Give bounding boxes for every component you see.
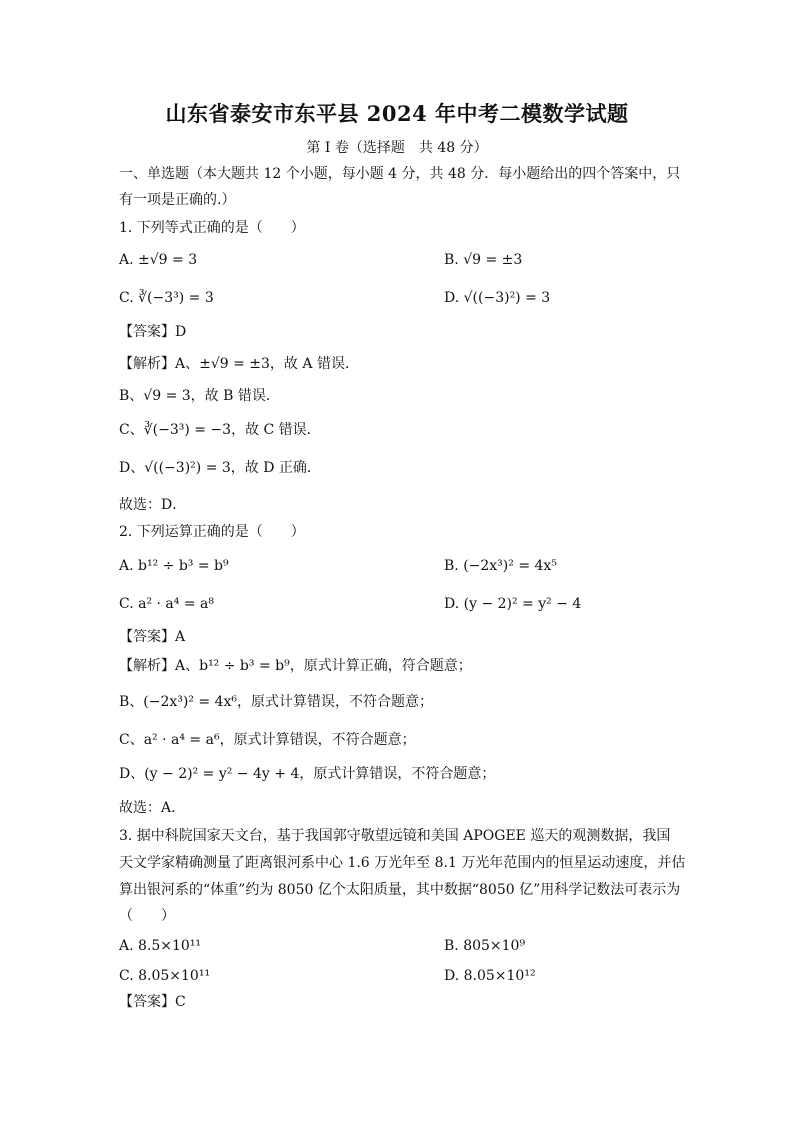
q3-answer: 【答案】C: [119, 994, 186, 1010]
document-subtitle: 第 I 卷（选择题 共 48 分）: [306, 140, 488, 156]
document-title: 山东省泰安市东平县 2024 年中考二模数学试题: [165, 101, 629, 126]
q1-explanation-b: B、√9 = 3，故 B 错误．: [119, 388, 280, 404]
q3-option-d: D. 8.05×10¹²: [444, 968, 536, 984]
q2-answer: 【答案】A: [119, 629, 186, 645]
q2-option-b: B. (−2x³)² = 4x⁵: [444, 558, 557, 574]
q1-choice: 故选：D．: [119, 497, 187, 513]
q1-explanation-d: D、√((−3)²) = 3，故 D 正确．: [119, 460, 321, 476]
q3-option-c: C. 8.05×10¹¹: [119, 968, 211, 984]
q2-explanation-b: B、(−2x³)² = 4x⁶，原式计算错误，不符合题意；: [119, 694, 434, 710]
q1-explanation-a: 【解析】A、±√9 = ±3，故 A 错误．: [119, 356, 359, 372]
q3-option-b: B. 805×10⁹: [444, 938, 526, 954]
q1-option-a: A. ±√9 = 3: [119, 252, 198, 268]
q2-option-d: D. (y − 2)² = y² − 4: [444, 596, 582, 612]
q2-stem: 2. 下列运算正确的是（ ）: [119, 524, 305, 540]
q1-option-c: C. ∛(−3³) = 3: [119, 290, 214, 306]
q2-explanation-c: C、a² · a⁴ = a⁶，原式计算错误，不符合题意；: [119, 732, 416, 748]
q3-stem-line-2: 天文学家精确测量了距离银河系中心 1.6 万光年至 8.1 万光年范围内的恒星运动速度，并估: [119, 855, 686, 871]
q1-answer: 【答案】D: [119, 324, 187, 340]
q1-explanation-c: C、∛(−3³) = −3，故 C 错误．: [119, 422, 321, 438]
q1-option-d: D. √((−3)²) = 3: [444, 290, 551, 306]
section-heading-line-2: 有一项是正确的.）: [119, 192, 236, 208]
q2-explanation-a: 【解析】A、b¹² ÷ b³ = b⁹，原式计算正确，符合题意；: [119, 658, 472, 674]
q3-stem-line-4: （ ）: [119, 908, 175, 924]
section-heading-line-1: 一、单选题（本大题共 12 个小题，每小题 4 分，共 48 分．每小题给出的四个答案中，只: [119, 166, 681, 182]
q3-stem-line-1: 3. 据中科院国家天文台，基于我国郭守敬望远镜和美国 APOGEE 巡天的观测数据，我国: [119, 828, 671, 844]
q1-option-b: B. √9 = ±3: [444, 252, 523, 268]
q3-stem-line-3: 算出银河系的“体重”约为 8050 亿个太阳质量，其中数据“8050 亿”用科学记数法可表示为: [119, 882, 681, 898]
q2-option-a: A. b¹² ÷ b³ = b⁹: [119, 558, 229, 574]
q2-option-c: C. a² · a⁴ = a⁸: [119, 596, 214, 612]
q3-option-a: A. 8.5×10¹¹: [119, 938, 202, 954]
q2-choice: 故选：A．: [119, 800, 186, 816]
q1-stem: 1. 下列等式正确的是（ ）: [119, 220, 305, 236]
q2-explanation-d: D、(y − 2)² = y² − 4y + 4，原式计算错误，不符合题意；: [119, 766, 496, 782]
